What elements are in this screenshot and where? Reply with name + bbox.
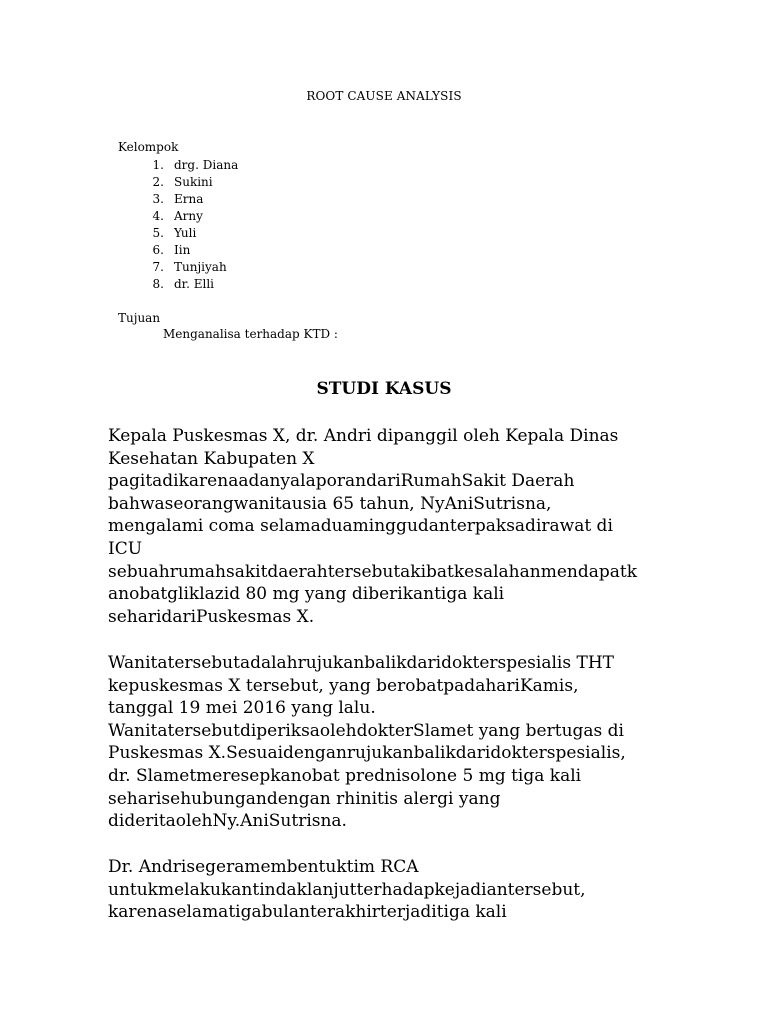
list-number: 8. <box>152 277 164 291</box>
list-item <box>128 208 238 225</box>
document-title: ROOT CAUSE ANALYSIS <box>306 89 462 103</box>
paragraph-3 <box>108 856 708 924</box>
list-item <box>128 276 238 293</box>
member-name: Erna <box>174 192 204 206</box>
list-item <box>128 225 238 242</box>
paragraph-line: karenaselamatigabulanterakhirterjaditiga kali <box>108 902 507 923</box>
list-number: 5. <box>152 226 164 240</box>
paragraph-line: Dr. Andrisegeramembentuktim RCA <box>108 857 419 877</box>
list-number: 4. <box>152 209 164 223</box>
goal-text: Menganalisa terhadap KTD : <box>163 327 338 341</box>
paragraph-line: pagitadikarenaadanyalaporandariRumahSakit Daerah <box>108 471 575 492</box>
paragraph-line: mengalami coma selamaduaminggudanterpaksadirawat di <box>108 516 613 537</box>
list-item <box>128 157 238 174</box>
paragraph-line: Puskesmas X.Sesuaidenganrujukanbalikdaridokterspesialis, <box>108 743 626 764</box>
member-name: Sukini <box>174 175 213 189</box>
paragraph-line: anobatgliklazid 80 mg yang diberikantiga kali <box>108 584 505 605</box>
member-name: Iin <box>174 243 191 257</box>
list-number: 7. <box>152 260 164 274</box>
member-name: drg. Diana <box>174 158 239 172</box>
list-item <box>128 191 238 208</box>
paragraph-line: kepuskesmas X tersebut, yang berobatpadahariKamis, <box>108 675 579 696</box>
list-number: 6. <box>152 243 164 257</box>
paragraph-line: dideritaolehNy.AniSutrisna. <box>108 811 347 832</box>
paragraph-line: sebuahrumahsakitdaerahtersebutakibatkesalahanmendapatk <box>108 561 638 582</box>
member-name: Arny <box>174 209 203 223</box>
paragraph-2 <box>108 652 708 833</box>
paragraph-line: Wanitatersebutadalahrujukanbalikdaridokterspesialis THT <box>108 653 614 673</box>
list-item <box>128 259 238 276</box>
paragraph-1 <box>108 425 708 628</box>
list-number: 1. <box>152 158 164 172</box>
paragraph-line: dr. Slametmeresepkanobat prednisolone 5 mg tiga kali <box>108 765 582 786</box>
paragraph-line: Kepala Puskesmas X, dr. Andri dipanggil oleh Kepala Dinas <box>108 426 619 446</box>
member-list <box>128 157 238 293</box>
member-name: Tunjiyah <box>174 260 227 274</box>
paragraph-line: untukmelakukantindaklanjutterhadapkejadiantersebut, <box>108 879 586 900</box>
paragraph-line: Kesehatan Kabupaten X <box>108 448 315 469</box>
paragraph-line: seharidariPuskesmas X. <box>108 606 315 627</box>
list-number: 3. <box>152 192 164 206</box>
paragraph-line: ICU <box>108 538 143 559</box>
paragraph-line: bahwaseorangwanitausia 65 tahun, NyAniSutrisna, <box>108 493 552 514</box>
member-name: dr. Elli <box>174 277 215 291</box>
list-item <box>128 174 238 191</box>
case-heading: STUDI KASUS <box>316 379 452 399</box>
paragraph-line: WanitatersebutdiperiksaolehdokterSlamet yang bertugas di <box>108 720 624 741</box>
list-number: 2. <box>152 175 164 189</box>
paragraph-line: seharisehubungandengan rhinitis alergi yang <box>108 788 501 809</box>
list-item <box>128 242 238 259</box>
paragraph-line: tanggal 19 mei 2016 yang lalu. <box>108 698 376 719</box>
goal-label: Tujuan <box>118 311 161 325</box>
member-name: Yuli <box>174 226 197 240</box>
group-label: Kelompok <box>118 140 179 154</box>
